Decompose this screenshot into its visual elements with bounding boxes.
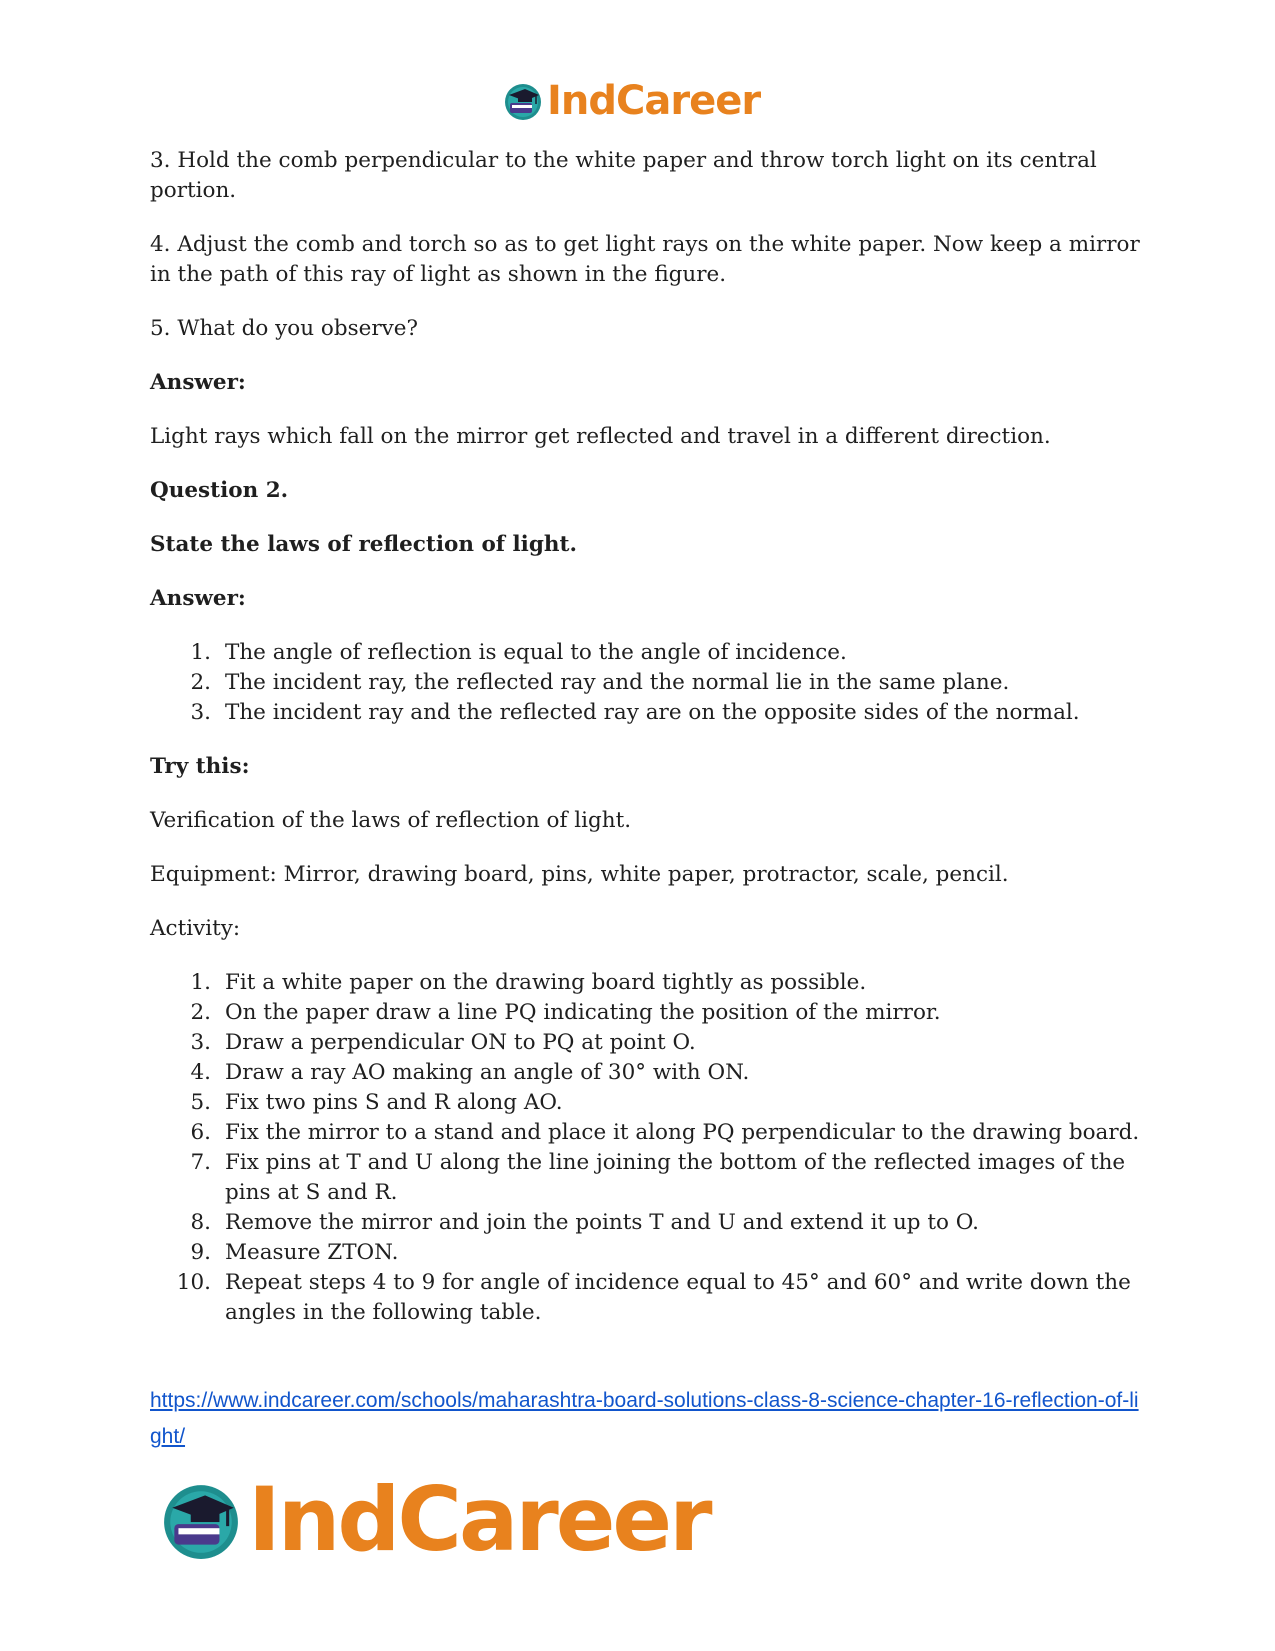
list-item: 4. Draw a ray AO making an angle of 30° with ON. <box>190 1060 750 1085</box>
list-item: 6. Fix the mirror to a stand and place it along PQ perpendicular to the drawing board. <box>190 1120 1140 1145</box>
answer-label: Answer: <box>150 586 246 611</box>
activity-step-5: 5. What do you observe? <box>150 316 419 341</box>
footer-logo <box>160 1468 710 1571</box>
graduation-cap-book-icon <box>503 81 543 121</box>
list-item: 8. Remove the mirror and join the points T and U and extend it up to O. <box>190 1210 980 1235</box>
document-body <box>150 146 1140 1352</box>
list-item: 1. Fit a white paper on the drawing board tightly as possible. <box>190 970 867 995</box>
graduation-cap-book-icon <box>160 1479 242 1561</box>
list-item: 5. Fix two pins S and R along AO. <box>190 1090 563 1115</box>
activity-label: Activity: <box>150 916 241 941</box>
brand-name: IndCareer <box>547 78 761 124</box>
activity-step-3: 3. Hold the comb perpendicular to the white paper and throw torch light on its central portion. <box>150 148 1097 203</box>
list-item: 9. Measure ZTON. <box>190 1240 399 1265</box>
brand-name: IndCareer <box>248 1468 710 1571</box>
answer-text: Light rays which fall on the mirror get reflected and travel in a different direction. <box>150 424 1051 449</box>
laws-list <box>150 638 1140 728</box>
list-item: 7. Fix pins at T and U along the line joining the bottom of the reflected images of the pins at S and R. <box>190 1150 1126 1205</box>
list-item: 1. The angle of reflection is equal to the angle of incidence. <box>190 640 847 665</box>
list-item: 10. Repeat steps 4 to 9 for angle of incidence equal to 45° and 60° and write down the angles in the following table. <box>176 1270 1131 1325</box>
try-this-text: Verification of the laws of reflection of light. <box>150 808 632 833</box>
list-item: 3. The incident ray and the reflected ray are on the opposite sides of the normal. <box>190 700 1080 725</box>
header-logo <box>503 78 760 124</box>
list-item: 3. Draw a perpendicular ON to PQ at point O. <box>190 1030 696 1055</box>
question-label: Question 2. <box>150 478 289 503</box>
try-this-label: Try this: <box>150 754 250 779</box>
source-link[interactable]: https://www.indcareer.com/schools/maharashtra-board-solutions-class-8-science-chapter-16-reflection-of-light/ <box>150 1389 1139 1448</box>
activity-step-4: 4. Adjust the comb and torch so as to get light rays on the white paper. Now keep a mirror in the path of this ray of light as shown in the figure. <box>150 232 1140 287</box>
list-item: 2. On the paper draw a line PQ indicating the position of the mirror. <box>190 1000 941 1025</box>
answer-label: Answer: <box>150 370 246 395</box>
activity-steps-list <box>150 968 1140 1328</box>
question-text: State the laws of reflection of light. <box>150 532 577 557</box>
list-item: 2. The incident ray, the reflected ray and the normal lie in the same plane. <box>190 670 1010 695</box>
equipment-text: Equipment: Mirror, drawing board, pins, white paper, protractor, scale, pencil. <box>150 862 1009 887</box>
